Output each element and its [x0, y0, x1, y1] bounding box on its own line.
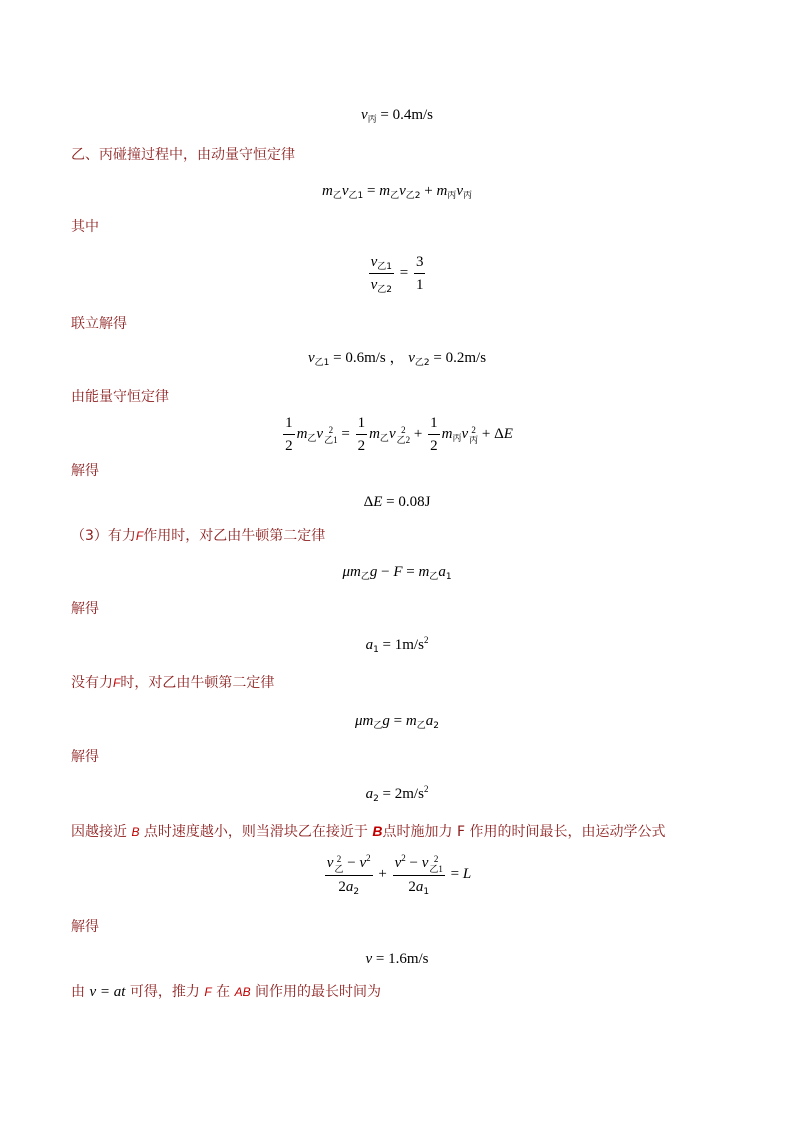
equation-energy: $\frac{1}{2}$ $m_乙v$ 2 乙1 = $\frac{1}{2}$ $m_乙v$ 2 乙2 + $\frac{1}{2}$ $m_丙v$ 2 丙 + ΔE [285, 415, 513, 454]
equation-momentum: $m_乙v_{乙1} = m_乙v_{乙2} + m_丙v_丙$ [321, 183, 472, 201]
equation-delta-e: ΔE = 0.08J [363, 494, 431, 510]
text-line-3: 联立解得 [71, 316, 127, 332]
text-line-12: 由 v = at 可得，推力 F 在 AB 间作用的最长时间为 [71, 984, 382, 1000]
equation-a2: $a_2 = 2m/s^2$ [365, 784, 429, 804]
text-line-6: （3）有力F作用时，对乙由牛顿第二定律 [71, 528, 326, 544]
equation-a1: $a_1 = 1m/s^2$ [365, 635, 429, 655]
equation-kinematics: v 2 乙 − $v^2$ $2a_2$ + $v^2 - v$ 2 乙1 $2a_1$ = L [326, 853, 472, 897]
text-line-5: 解得 [71, 463, 99, 479]
text-line-11: 解得 [71, 919, 99, 935]
text-line-1: 乙、丙碰撞过程中，由动量守恒定律 [71, 147, 295, 163]
text-line-9: 解得 [71, 749, 99, 765]
text-line-4: 由能量守恒定律 [71, 389, 169, 405]
text-line-7: 解得 [71, 601, 99, 617]
equation-v-bing: $v_丙 = 0.4m/s$ [360, 107, 434, 125]
equation-newton-2: $\mu m_乙g = m_乙a_2$ [355, 713, 439, 731]
equation-v: v = 1.6m/s [365, 951, 429, 967]
text-line-10: 因越接近 B 点时速度越小，则当滑块乙在接近于 B点时施加力 F 作用的时间最长，由运动学公式 [71, 823, 666, 840]
text-line-2: 其中 [71, 219, 99, 235]
text-line-8: 没有力F时，对乙由牛顿第二定律 [71, 675, 275, 691]
equation-v-results: $v_{乙1} = 0.6m/s$ ， $v_{乙2} = 0.2m/s$ [307, 350, 487, 368]
equation-newton-1: $\mu m_乙g - F = m_乙a_1$ [342, 564, 452, 582]
equation-ratio: $\frac{v_{乙1}}{v_{乙2}}$ = $\frac{3}{1}$ [370, 254, 424, 295]
